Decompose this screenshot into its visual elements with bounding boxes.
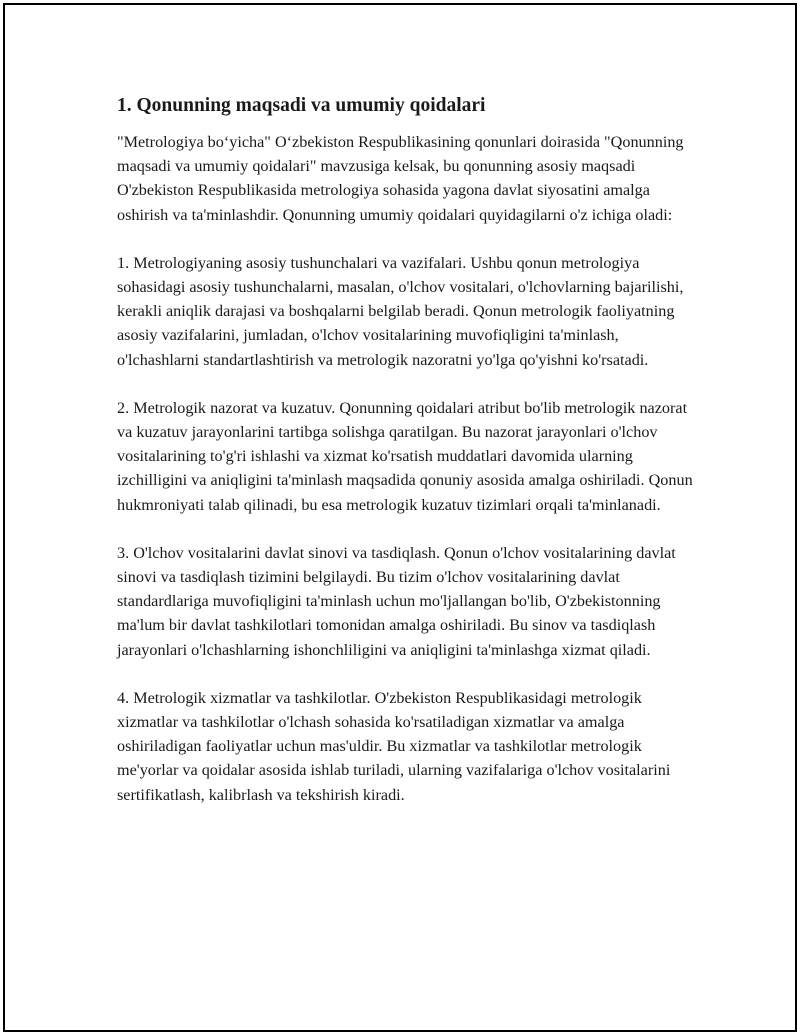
section-title: 1. Qonunning maqsadi va umumiy qoidalari (117, 95, 486, 116)
paragraph-2: 2. Metrologik nazorat va kuzatuv. Qonunning qoidalari atribut bo'lib metrologik nazorat va kuzatuv jarayonlarini tartibga solishga qaratilgan. Bu nazorat jarayonlari o'lchov vositalarining to'g'ri ishlashi va xizmat ko'rsatish muddatlari davomida ularning izchilligini va aniqligini ta'minlash maqsadida qonuniy asosida amalga oshiriladi. Qonun hukmroniyati talab qilinadi, bu esa metrologik kuzatuv tizimlari orqali ta'minlanadi. (117, 398, 693, 514)
document-body (117, 92, 702, 831)
intro-paragraph: "Metrologiya bo‘yicha" O‘zbekiston Respublikasining qonunlari doirasida "Qonunning maqsadi va umumiy qoidalari" mavzusiga kelsak, bu qonunning asosiy maqsadi O'zbekiston Respublikasida metrologiya sohasida yagona davlat siyosatini amalga oshirish va ta'minlashdir. Qonunning umumiy qoidalari quyidagilarni o'z ichiga oladi: (117, 133, 684, 224)
paragraph-1: 1. Metrologiyaning asosiy tushunchalari va vazifalari. Ushbu qonun metrologiya sohasidagi asosiy tushunchalarni, masalan, o'lchov vositalari, o'lchovlarning bajarilishi, kerakli aniqlik darajasi va boshqalarni belgilab beradi. Qonun metrologik faoliyatning asosiy vazifalarini, jumladan, o'lchov vositalarining muvofiqligini ta'minlash, o'lchashlarni standartlashtirish va metrologik nazoratni yo'lga qo'yishni ko'rsatadi. (117, 253, 684, 369)
paragraph-4: 4. Metrologik xizmatlar va tashkilotlar. O'zbekiston Respublikasidagi metrologik xizmatlar va tashkilotlar o'lchash sohasida ko'rsatiladigan xizmatlar va amalga oshiriladigan faoliyatlar uchun mas'uldir. Bu xizmatlar va tashkilotlar metrologik me'yorlar va qoidalar asosida ishlab turiladi, ularning vazifalariga o'lchov vositalarini sertifikatlash, kalibrlash va tekshirish kiradi. (117, 688, 671, 804)
paragraph-3: 3. O'lchov vositalarini davlat sinovi va tasdiqlash. Qonun o'lchov vositalarining davlat sinovi va tasdiqlash tizimini belgilaydi. Bu tizim o'lchov vositalarining davlat standardlariga muvofiqligini ta'minlash uchun mo'ljallangan bo'lib, O'zbekistonning ma'lum bir davlat tashkilotlari tomonidan amalga oshiriladi. Bu sinov va tasdiqlash jarayonlari o'lchashlarning ishonchliligini va aniqligini ta'minlashga xizmat qiladi. (117, 543, 676, 659)
